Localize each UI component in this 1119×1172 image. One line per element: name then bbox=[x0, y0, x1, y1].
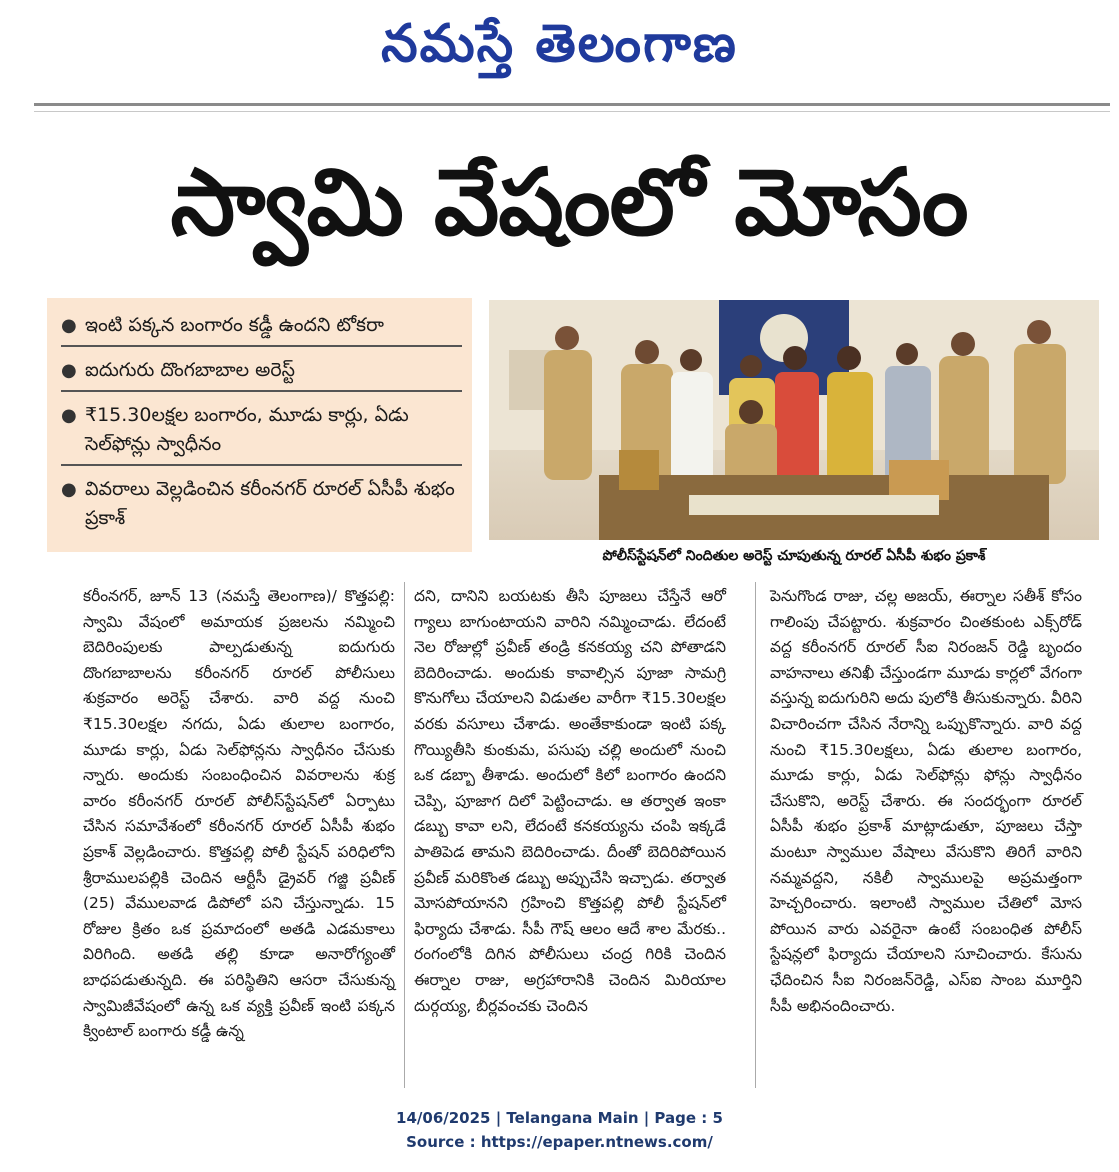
highlight-item bbox=[61, 353, 462, 392]
column-divider bbox=[404, 582, 405, 1088]
highlight-text: ఇంటి పక్కన బంగారం కడ్డీ ఉందని టోకరా bbox=[85, 314, 384, 336]
newspaper-masthead: నమస్తే తెలంగాణ bbox=[381, 13, 738, 74]
masthead-divider bbox=[34, 103, 1110, 106]
highlight-item bbox=[61, 472, 462, 538]
highlight-text: ఐదుగురు దొంగబాబాల అరెస్ట్ bbox=[85, 359, 295, 381]
news-photo bbox=[489, 300, 1099, 540]
highlight-item bbox=[61, 398, 462, 466]
article-column-3: పెనుగొండ రాజు, చల్ల అజయ్, ఈర్నాల సతీశ్ కోసం గాలింపు చేపట్టారు. శుక్రవారం చింతకుంట ఎక్స్‌రోడ్ వద్ద కరీంనగర్ రూరల్ సీఐ నిరంజన్ రెడ్డి బృందం వాహనాలు తనిఖీ చేస్తుండగా మూడు కార్లలో వేగంగా వస్తున్న ఐదుగురిని అదు పులోకి తీసుకున్నారు. వీరిని విచారించగా చేసిన నేరాన్ని ఒప్పుకొన్నారు. వారి వద్ద నుంచి ₹15.30లక్షలు, ఏడు తులాల బంగారం, మూడు కార్లు, ఏడు సెల్‌ఫోన్లు ఫోన్లు స్వాధీనం చేసుకొని, అరెస్ట్ చేశారు. ఈ సందర్భంగా రూరల్ ఏసీపీ శుభం ప్రకాశ్ మాట్లాడుతూ, పూజలు చేస్తా మంటూ స్వాముల వేషాలు వేసుకొని తిరిగే వారిని నమ్మవద్దని, నకిలీ స్వాములపై అప్రమత్తంగా హెచ్చరించారు. ఇలాంటి స్వాముల చేతిలో మోస పోయిన వారు ఎవరైనా ఉంటే సంబంధిత పోలీస్ స్టేషన్లలో ఫిర్యాదు చేయాలని సూచించారు. కేసును ఛేదించిన సీఐ నిరంజన్‌రెడ్డి, ఎస్ఐ సాంబ మూర్తిని సీపీ అభినందించారు. bbox=[770, 587, 1082, 1015]
bullet-icon: ● bbox=[61, 360, 77, 381]
bullet-icon: ● bbox=[61, 405, 77, 426]
highlight-text: వివరాలు వెల్లడించిన కరీంనగర్ రూరల్ ఏసీపీ శుభం ప్రకాశ్ bbox=[85, 478, 455, 529]
masthead-divider-thin bbox=[34, 111, 1110, 112]
highlight-text: ₹15.30లక్షల బంగారం, మూడు కార్లు, ఏడు సెల్‌ఫోన్లు స్వాధీనం bbox=[85, 404, 409, 455]
photo-caption: పోలీస్‌స్టేషన్‌లో నిందితుల అరెస్ట్ చూపుతున్న రూరల్ ఏసీపీ శుభం ప్రకాశ్ bbox=[602, 548, 986, 564]
footer-source-line: Source : https://epaper.ntnews.com/ bbox=[406, 1133, 713, 1151]
bullet-icon: ● bbox=[61, 315, 77, 336]
article-column-1: కరీంనగర్, జూన్ 13 (నమస్తే తెలంగాణ)/ కొత్తపల్లి: స్వామి వేషంలో అమాయక ప్రజలను నమ్మించి బెదిరింపులకు పాల్పడుతున్న ఐదుగురు దొంగబాబాలను కరీంనగర్ రూరల్ పోలీసులు శుక్రవారం అరెస్ట్ చేశారు. వారి వద్ద నుంచి ₹15.30లక్షల నగదు, ఏడు తులాల బంగారం, మూడు కార్లు, ఏడు సెల్‌ఫోన్లను స్వాధీనం చేసుకు న్నారు. అందుకు సంబంధించిన వివరాలను శుక్ర వారం కరీంనగర్ రూరల్ పోలీస్‌స్టేషన్‌లో ఏర్పాటు చేసిన సమావేశంలో కరీంనగర్ రూరల్ ఏసీపీ శుభం ప్రకాశ్ వెల్లడించారు. కొత్తపల్లి పోలీ స్టేషన్ పరిధిలోని శ్రీరాములపల్లికి చెందిన ఆర్టీసీ డ్రైవర్ గజ్జి ప్రవీణ్ (25) వేములవాడ డిపోలో పని చేస్తున్నాడు. 15 రోజుల క్రితం ఒక ప్రమాదంలో అతడి ఎడమకాలు విరిగింది. అతడి తల్లి కూడా అనారోగ్యంతో బాధపడుతున్నది. ఈ పరిస్థితిని ఆసరా చేసుకున్న స్వామిజీవేషంలో ఉన్న ఒక వ్యక్తి ప్రవీణ్ ఇంటి పక్కన క్వింటాల్ బంగారు కడ్డీ ఉన్న bbox=[83, 587, 395, 1041]
column-divider bbox=[755, 582, 756, 1088]
article-headline: స్వామి వేషంలో మోసం bbox=[170, 149, 968, 256]
article-column-2: దని, దానిని బయటకు తీసి పూజలు చేస్తేనే ఆరో గ్యాలు బాగుంటాయని వారిని నమ్మించాడు. లేదంటే నెల రోజుల్లో ప్రవీణ్ తండ్రి కనకయ్య చని పోతాడని బెదిరించాడు. అందుకు కావాల్సిన పూజా సామగ్రి కొనుగోలు చేయాలని విడుతల వారీగా ₹15.30లక్షల వరకు వసూలు చేశాడు. అంతేకాకుండా ఇంటి పక్క గొయ్యితీసి కుంకుమ, పసుపు చల్లి అందులో నుంచి ఒక డబ్బా తీశాడు. అందులో కిలో బంగారం ఉందని చెప్పి, పూజాగ దిలో పెట్టించాడు. ఆ తర్వాత ఇంకా డబ్బు కావా లని, లేదంటే కనకయ్యను చంపి ఇక్కడే పాతిపెడ తామని బెదిరించాడు. దీంతో బెదిరిపోయిన ప్రవీణ్ మరికొంత డబ్బు అప్పుచేసి ఇచ్చాడు. తర్వాత మోసపోయానని గ్రహించి కొత్తపల్లి పోలీ స్టేషన్‌లో ఫిర్యాదు చేశాడు. సీపీ గౌష్ ఆలం ఆదే శాల మేరకు.. రంగంలోకి దిగిన పోలీసులు చంద్ర గిరికి చెందిన ఈర్నాల రాజు, అగ్రహారానికి చెందిన మిరియాల దుర్గయ్య, బీర్లవంచకు చెందిన bbox=[414, 587, 726, 1015]
highlights-box bbox=[47, 298, 472, 552]
footer-date-line: 14/06/2025 | Telangana Main | Page : 5 bbox=[396, 1109, 723, 1127]
police-press-meet-illustration bbox=[489, 300, 1099, 540]
bullet-icon: ● bbox=[61, 479, 77, 500]
highlight-item bbox=[61, 308, 462, 347]
